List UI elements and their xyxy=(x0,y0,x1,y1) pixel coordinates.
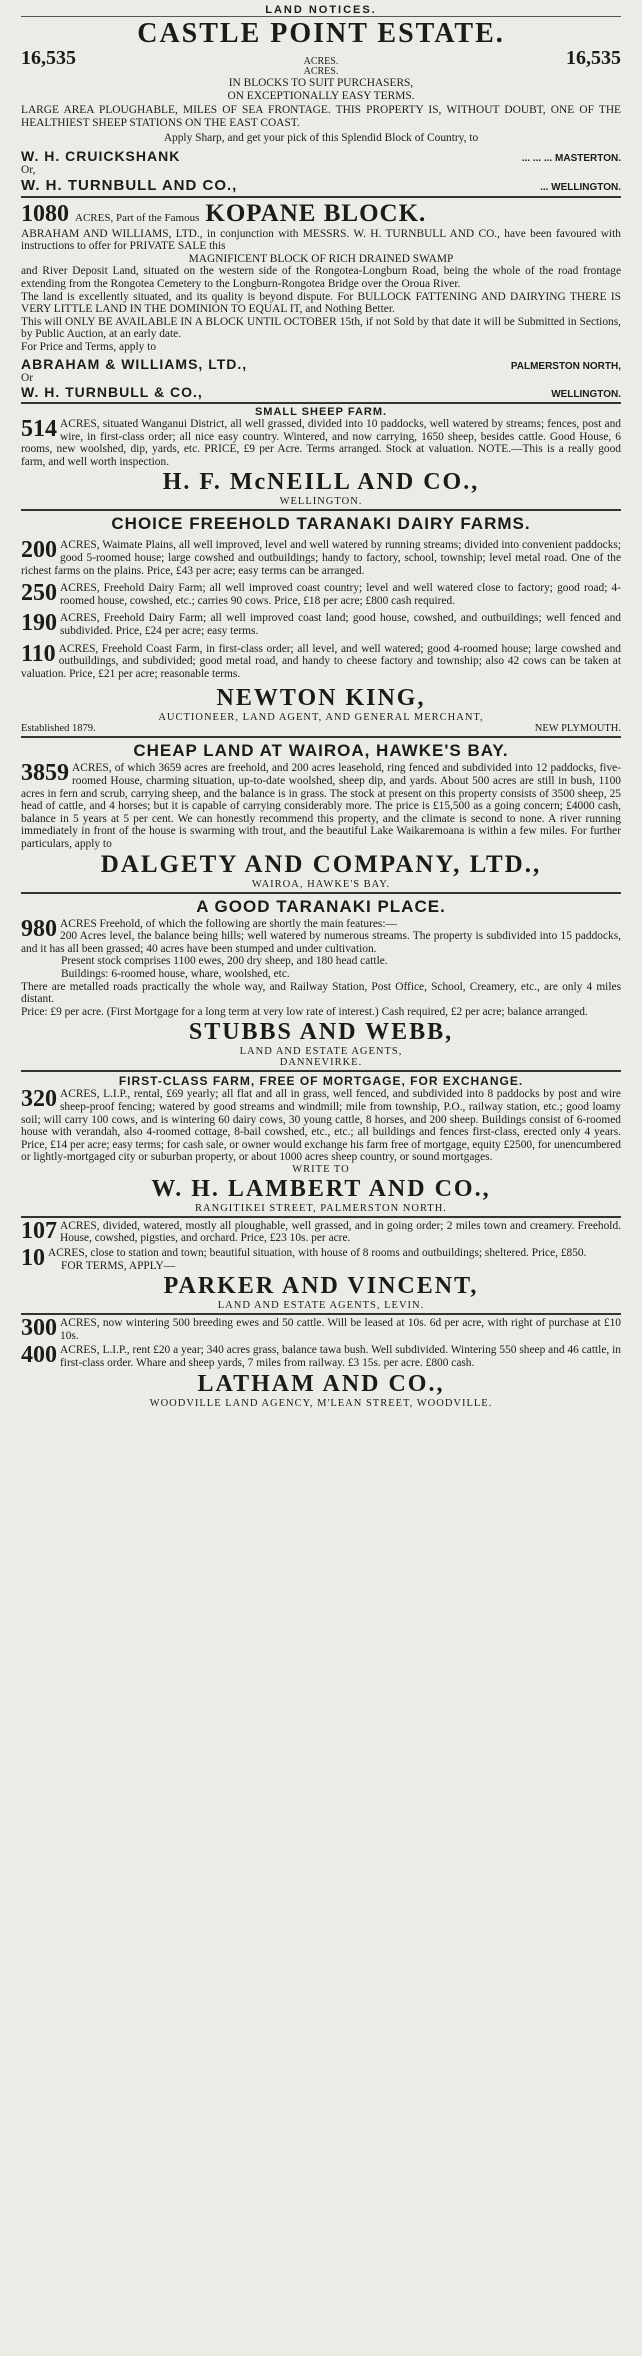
stubbs-num: 980 xyxy=(21,915,57,942)
newton-king-ad xyxy=(21,509,621,736)
dalgety-agent: DALGETY AND COMPANY, LTD., xyxy=(100,850,542,878)
parker-item-text: ACRES, divided, watered, mostly all ploughable, well grassed, and in going order; 2 miles town and creamery. Freehold. House, cowshed, pigsties, and orchard. Price, £23 10s. per acre. xyxy=(60,1219,621,1245)
kopane-or: Or xyxy=(21,371,34,384)
parker-agent: PARKER AND VINCENT, xyxy=(163,1273,479,1300)
lambert-head: FIRST-CLASS FARM, FREE OF MORTGAGE, FOR EXCHANGE. xyxy=(118,1074,524,1089)
stubbs-p6: Price: £9 per acre. (First Mortgage for a long term at very low rate of interest.) Cash required, £2 per acre; balance arranged. xyxy=(21,1005,588,1018)
kopane-pre: ACRES, Part of the Famous xyxy=(75,211,200,224)
dalgety-ad xyxy=(21,736,621,891)
page-header: LAND NOTICES. xyxy=(265,4,377,16)
stubbs-desc: LAND AND ESTATE AGENTS, xyxy=(239,1046,403,1058)
dalgety-head: CHEAP LAND AT WAIROA, HAWKE'S BAY. xyxy=(133,741,509,761)
parker-ad xyxy=(21,1216,621,1313)
parker-terms: FOR TERMS, APPLY— xyxy=(61,1259,176,1272)
latham-place: WOODVILLE LAND AGENCY, M'LEAN STREET, WOODVILLE. xyxy=(149,1397,493,1409)
kopane-p1: ABRAHAM AND WILLIAMS, LTD., in conjunction with MESSRS. W. H. TURNBULL AND CO., have been favoured with instructions to offer for PRIVATE SALE this xyxy=(21,227,621,253)
acres-word-1: ACRES. xyxy=(303,56,339,67)
dalgety-num: 3859 xyxy=(21,760,69,787)
parker-item-num: 107 xyxy=(21,1217,57,1244)
acres-right: 16,535 xyxy=(565,47,621,69)
latham-item-text: ACRES, now wintering 500 breeding ewes and 50 cattle. Will be leased at 10s. 6d per acre, with right of purchase at £10 10s. xyxy=(60,1317,621,1342)
castle-apply: Apply Sharp, and get your pick of this Splendid Block of Country, to xyxy=(163,132,479,145)
stubbs-p4: Buildings: 6-roomed house, whare, woolshed, etc. xyxy=(61,967,290,980)
mcneill-ad xyxy=(21,402,621,509)
castle-place-2: ... WELLINGTON. xyxy=(540,181,621,193)
kopane-ad xyxy=(21,196,621,403)
newton-item-num: 190 xyxy=(21,610,57,637)
newton-item-text: ACRES, Waimate Plains, all well improved, level and well watered by running streams; divided into convenient paddocks; good 5-roomed house; large cowshed and outbuildings; handy to factory, school, township; level metal road. One of the richest farms on the plains. Price, £43 per acre; easy terms can be arranged. xyxy=(21,539,621,577)
stubbs-ad xyxy=(21,892,621,1071)
kopane-p5: This will ONLY BE AVAILABLE IN A BLOCK UNTIL OCTOBER 15th, if not Sold by that date it will be Submitted in Sections, by Public Auction, at an early date. xyxy=(21,315,621,341)
newton-item-text: ACRES, Freehold Coast Farm, in first-class order; all level, and well watered; good 4-roomed house; large cowshed and outbuildings, and subdivided; good metal road, and handy to cheese factory and township; also 42 cows can be taken at valuation. Price, £21 per acre; reasonable terms. xyxy=(21,642,621,680)
stubbs-p1: ACRES Freehold, of which the following are shortly the main features:— xyxy=(60,917,397,930)
stubbs-place: DANNEVIRKE. xyxy=(279,1057,363,1069)
kopane-title: KOPANE BLOCK. xyxy=(205,199,427,227)
lambert-num: 320 xyxy=(21,1086,57,1113)
lambert-ad xyxy=(21,1070,621,1216)
parker-item-text: ACRES, close to station and town; beautiful situation, with house of 8 rooms and outbuildings; sheltered. Price, £850. xyxy=(48,1247,587,1260)
stubbs-p3: Present stock comprises 1100 ewes, 200 dry sheep, and 180 head cattle. xyxy=(61,955,388,968)
castle-terms: ON EXCEPTIONALLY EASY TERMS. xyxy=(227,89,415,102)
newton-agent: NEWTON KING, xyxy=(216,685,426,712)
newton-desc: AUCTIONEER, LAND AGENT, AND GENERAL MERCHANT, xyxy=(158,712,484,724)
lambert-write: WRITE TO xyxy=(292,1163,350,1175)
newton-head: CHOICE FREEHOLD TARANAKI DAIRY FARMS. xyxy=(111,514,531,534)
newton-place: NEW PLYMOUTH. xyxy=(534,723,621,735)
castle-place-1: ... ... ... MASTERTON. xyxy=(521,152,621,164)
latham-agent: LATHAM AND CO., xyxy=(197,1370,445,1397)
newton-item-text: ACRES, Freehold Dairy Farm; all well improved coast land; good house, cowshed, and outbuildings; well fenced and subdivided. Price, £24 per acre; easy terms. xyxy=(60,612,621,638)
kopane-agent-2: W. H. TURNBULL & CO., xyxy=(21,384,203,401)
kopane-num: 1080 xyxy=(21,200,69,227)
mcneill-head: SMALL SHEEP FARM. xyxy=(254,406,388,419)
lambert-body: ACRES, L.I.P., rental, £69 yearly; all flat and all in grass, well fenced, and subdivided into 8 paddocks by post and wire sheep-proof fencing; watered by good streams and windmill; mile from township, P.O., railway station, etc.; good loamy soil; will carry 100 cows, and is wintering 60 dairy cows, 30 young cattle, 8 horses, and 200 sheep. Buildings consist of 6-roomed house with verandah, also 4-roomed cottage, 8-bail cowshed, etc., etc.; all buildings and fences first-class, erected only 4 years. Price, £14 per acre; easy terms; for cash sale, or owner would exchange his farm free of mortgage, equity £2500, for unencumbered or lightly-mortgaged city or suburban property, or about 1000 acres sheep country, or sound mortgages. xyxy=(21,1088,621,1164)
latham-item-num: 400 xyxy=(21,1342,57,1369)
castle-body: LARGE AREA PLOUGHABLE, MILES OF SEA FRONTAGE. THIS PROPERTY IS, WITHOUT DOUBT, ONE OF THE HEALTHIEST SHEEP STATIONS ON THE EAST COAST. xyxy=(21,104,621,129)
castle-blocks: IN BLOCKS TO SUIT PURCHASERS, xyxy=(228,77,414,89)
land-notices-page xyxy=(21,0,621,1411)
castle-point-ad xyxy=(21,16,621,196)
newton-est: Established 1879. xyxy=(21,723,96,735)
kopane-agent-1: ABRAHAM & WILLIAMS, LTD., xyxy=(21,355,248,372)
lambert-place: RANGITIKEI STREET, PALMERSTON NORTH. xyxy=(195,1202,447,1214)
castle-or: Or, xyxy=(21,163,36,176)
stubbs-p2: 200 Acres level, the balance being hills; well watered by numerous streams. The property is subdivided into 15 paddocks, and it has all been grassed; 40 acres have been stumped and under cultivation. xyxy=(21,930,621,955)
mcneill-place: WELLINGTON. xyxy=(279,496,363,508)
mcneill-agent: H. F. McNEILL AND CO., xyxy=(162,469,480,496)
stubbs-agent: STUBBS AND WEBB, xyxy=(188,1019,454,1046)
dalgety-place: WAIROA, HAWKE'S BAY. xyxy=(251,878,391,890)
latham-item-text: ACRES, L.I.P., rent £20 a year; 340 acres grass, balance tawa bush. Well subdivided. Wintering 550 sheep and 46 cattle, in first-class order. Whare and sheep yards, 7 miles from railway. £3 15s. per acre. £800 cash. xyxy=(60,1344,621,1370)
acres-left: 16,535 xyxy=(21,47,76,69)
newton-item-num: 200 xyxy=(21,537,57,564)
acres-word-2: ACRES. xyxy=(303,66,339,77)
parker-desc: LAND AND ESTATE AGENTS, LEVIN. xyxy=(217,1300,425,1312)
newton-item-num: 110 xyxy=(21,640,56,667)
castle-agent-2: W. H. TURNBULL AND CO., xyxy=(21,176,238,194)
castle-agent-1: W. H. CRUICKSHANK xyxy=(21,147,181,164)
kopane-place-1: PALMERSTON NORTH, xyxy=(510,360,621,372)
kopane-p6: For Price and Terms, apply to xyxy=(21,340,157,353)
dalgety-body: ACRES, of which 3659 acres are freehold, and 200 acres leasehold, ring fenced and subdivided into 12 paddocks, five-roomed House, charming situation, up-to-date woolshed, sheep dip, and yards. About 500 acres are still in bush, 1100 acres in fern and scrub, carrying sheep, and the balance is in grass. The stock at present on this property consists of 3500 sheep, 25 head of cattle, and 4 horses; but it is capable of carrying considerably more. The price is £15,500 as a going concern; £4000 cash, balance in 5 years at 5 per cent. We can honestly recommend this property, and the climate is second to none. A river running immediately in front of the house is swarming with trout, and the beautiful Lake Waikaremoana is within a few miles. For further particulars, apply to xyxy=(21,762,621,850)
kopane-place-2: WELLINGTON. xyxy=(551,389,621,401)
parker-item-num: 10 xyxy=(21,1245,45,1272)
mcneill-num: 514 xyxy=(21,416,57,443)
newton-item-text: ACRES, Freehold Dairy Farm; all well improved coast country; level and well watered close to factory; good road; 4-roomed house, cowshed, etc.; carries 90 cows. Price, £18 per acre; £800 cash required. xyxy=(60,582,621,607)
newton-item-num: 250 xyxy=(21,580,57,607)
stubbs-head: A GOOD TARANAKI PLACE. xyxy=(196,896,446,916)
latham-item-num: 300 xyxy=(21,1315,57,1342)
castle-title: CASTLE POINT ESTATE. xyxy=(137,18,505,49)
lambert-agent: W. H. LAMBERT AND CO., xyxy=(151,1175,491,1202)
kopane-p4: The land is excellently situated, and its quality is beyond dispute. For BULLOCK FATTENING AND DAIRYING THERE IS VERY LITTLE LAND IN THE DOMINION TO EQUAL IT, and Nothing Better. xyxy=(21,290,621,316)
kopane-p2: MAGNIFICENT BLOCK OF RICH DRAINED SWAMP xyxy=(188,252,454,265)
mcneill-body: ACRES, situated Wanganui District, all well grassed, divided into 10 paddocks, well watered by streams; fences, post and wire, in first-class order; all nice easy country. Wintered, and now carrying, 1650 sheep, besides cattle. Good House, 6 rooms, new woolshed, dip, yards, etc. PRICE, £9 per Acre. Terms arranged. Stock at valuation. NOTE.—This is a really good farm, and well worth inspection. xyxy=(21,418,621,468)
latham-ad xyxy=(21,1313,621,1410)
kopane-p3: and River Deposit Land, situated on the western side of the Rongotea-Longburn Road, being the whole of the road frontage extending from the Rongotea Cemetery to the Longburn-Rongotea Bridge over the Oroua River. xyxy=(21,265,621,290)
stubbs-p5: There are metalled roads practically the whole way, and Railway Station, Post Office, School, Creamery, etc., are only 4 miles distant. xyxy=(21,980,621,1006)
